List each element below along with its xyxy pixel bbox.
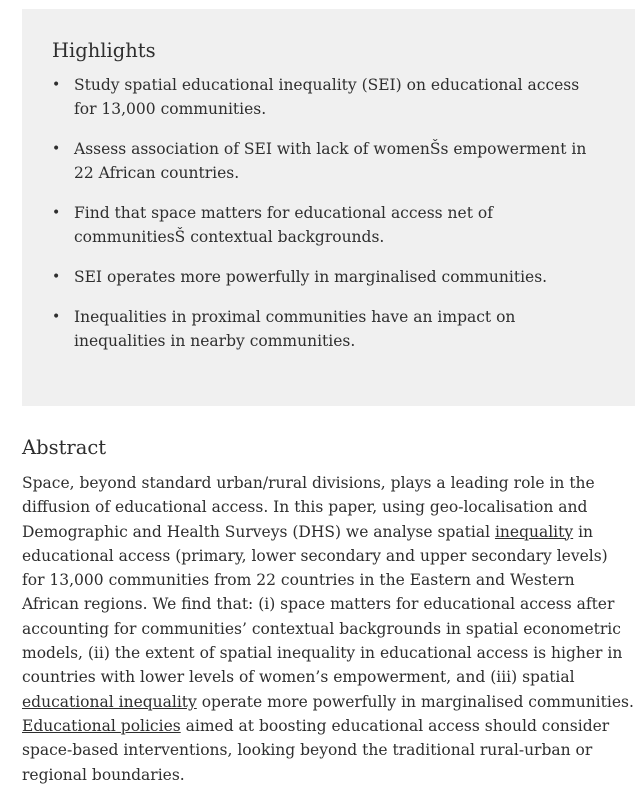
highlight-item (52, 73, 602, 121)
highlight-item (52, 305, 602, 353)
abstract-body (22, 471, 634, 787)
educational-inequality-link[interactable]: educational inequality (22, 692, 197, 711)
highlight-text: SEI operates more powerfully in marginalised communities. (74, 268, 548, 286)
abstract-text-part: in educational access (primary, lower secondary and upper secondary levels) for 13,000 communities from 22 countries in the Eastern and Western African regions. We find that: (i) space matters for educational access after accounting for communities’ contextual backgrounds in spatial econometric models, (ii) the extent of spatial inequality in educational access is higher in countries with lower levels of women’s empowerment, and (iii) spatial (22, 522, 623, 687)
bullet-icon: • (52, 269, 61, 285)
abstract-title: Abstract (22, 436, 107, 459)
bullet-icon: • (52, 309, 61, 325)
highlight-text: Assess association of SEI with lack of womenŠs empowerment in 22 African countries. (74, 140, 587, 182)
highlight-item (52, 201, 602, 249)
abstract-text-part: aimed at boosting educational access should consider space-based interventions, looking beyond the traditional rural-urban or regional boundaries. (22, 716, 610, 784)
highlights-list (52, 73, 602, 369)
highlight-item (52, 265, 602, 289)
bullet-icon: • (52, 77, 61, 93)
highlight-text: Study spatial educational inequality (SEI) on educational access for 13,000 communities. (74, 76, 580, 118)
highlight-item (52, 137, 602, 185)
abstract-text-part: operate more powerfully in marginalised communities. (196, 692, 634, 711)
highlight-text: Inequalities in proximal communities have an impact on inequalities in nearby communities. (74, 308, 516, 350)
highlights-box (22, 9, 635, 406)
abstract-text-part: Space, beyond standard urban/rural divisions, plays a leading role in the diffusion of educational access. In this paper, using geo-localisation and Demographic and Health Surveys (DHS) we analyse spatial (22, 474, 595, 541)
highlights-title: Highlights (52, 39, 156, 62)
highlight-text: Find that space matters for educational access net of communitiesŠ contextual backgrounds. (74, 204, 493, 246)
bullet-icon: • (52, 205, 61, 221)
educational-policies-link[interactable]: Educational policies (22, 716, 181, 735)
bullet-icon: • (52, 141, 61, 157)
inequality-link[interactable]: inequality (494, 522, 574, 541)
